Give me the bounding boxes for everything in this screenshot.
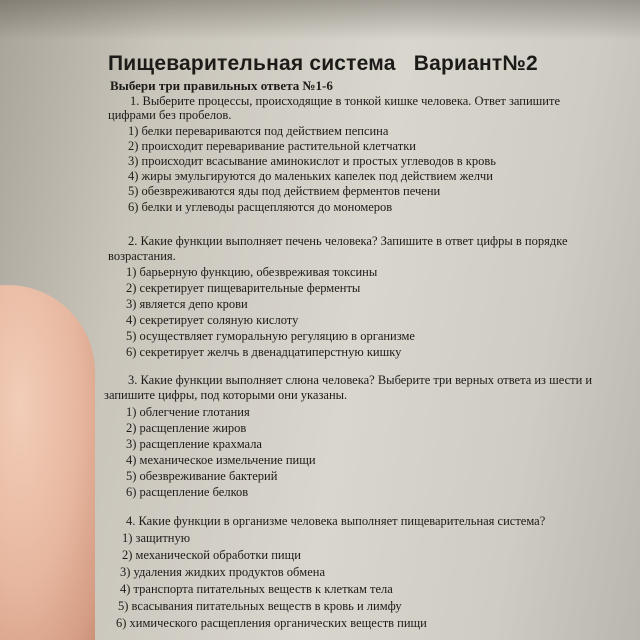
question-2-option-1: 1) барьерную функцию, обезвреживая токсины [126,265,378,279]
question-2-option-2: 2) секретирует пищеварительные ферменты [126,281,361,295]
question-2-option-6: 6) секретирует желчь в двенадцатиперстную кишку [126,345,402,359]
question-4-option-5: 5) всасывания питательных веществ в кровь и лимфу [118,599,402,613]
question-3-line-2: запишите цифры, под которыми они указаны. [104,388,348,402]
finger-image [0,285,95,640]
question-4-option-3: 3) удаления жидких продуктов обмена [120,565,325,579]
question-2-line-1: 2. Какие функции выполняет печень человека? Запишите в ответ цифры в порядке [128,234,568,248]
question-2-option-5: 5) осуществляет гуморальную регуляцию в организме [126,329,415,343]
question-3-option-6: 6) расщепление белков [126,485,249,499]
page-subtitle: Выбери три правильных ответа №1-6 [110,78,333,93]
question-1-option-4: 4) жиры эмульгируются до маленьких капелек под действием желчи [128,169,493,183]
question-4-line-1: 4. Какие функции в организме человека выполняет пищеварительная система? [126,514,546,528]
page-shadow [0,0,640,40]
page-title: Пищеварительная система Вариант№2 [108,52,538,75]
question-1-option-6: 6) белки и углеводы расщепляются до мономеров [128,200,393,214]
question-1-option-2: 2) происходит переваривание растительной клетчатки [128,139,416,153]
question-3-option-1: 1) облегчение глотания [126,405,250,419]
question-3-line-1: 3. Какие функции выполняет слюна человека? Выберите три верных ответа из шести и [128,373,593,387]
question-1-option-5: 5) обезвреживаются яды под действием ферментов печени [128,184,441,198]
question-3-option-3: 3) расщепление крахмала [126,437,262,451]
question-4-option-1: 1) защитную [122,531,191,545]
question-2-option-4: 4) секретирует соляную кислоту [126,313,299,327]
question-4-option-4: 4) транспорта питательных веществ к клеткам тела [120,582,393,596]
question-1-line-2: цифрами без пробелов. [108,108,232,122]
question-1-line-1: 1. Выберите процессы, происходящие в тонкой кишке человека. Ответ запишите [130,94,561,108]
question-1-option-3: 3) происходит всасывание аминокислот и простых углеводов в кровь [128,154,496,168]
question-4-option-6: 6) химического расщепления органических веществ пищи [116,616,427,630]
question-4-option-2: 2) механической обработки пищи [122,548,301,562]
question-2-line-2: возрастания. [108,249,176,263]
question-3-option-2: 2) расщепление жиров [126,421,247,435]
question-2-option-3: 3) является депо крови [126,297,248,311]
question-3-option-5: 5) обезвреживание бактерий [126,469,278,483]
question-1-option-1: 1) белки перевариваются под действием пепсина [128,124,389,138]
question-3-option-4: 4) механическое измельчение пищи [126,453,316,467]
